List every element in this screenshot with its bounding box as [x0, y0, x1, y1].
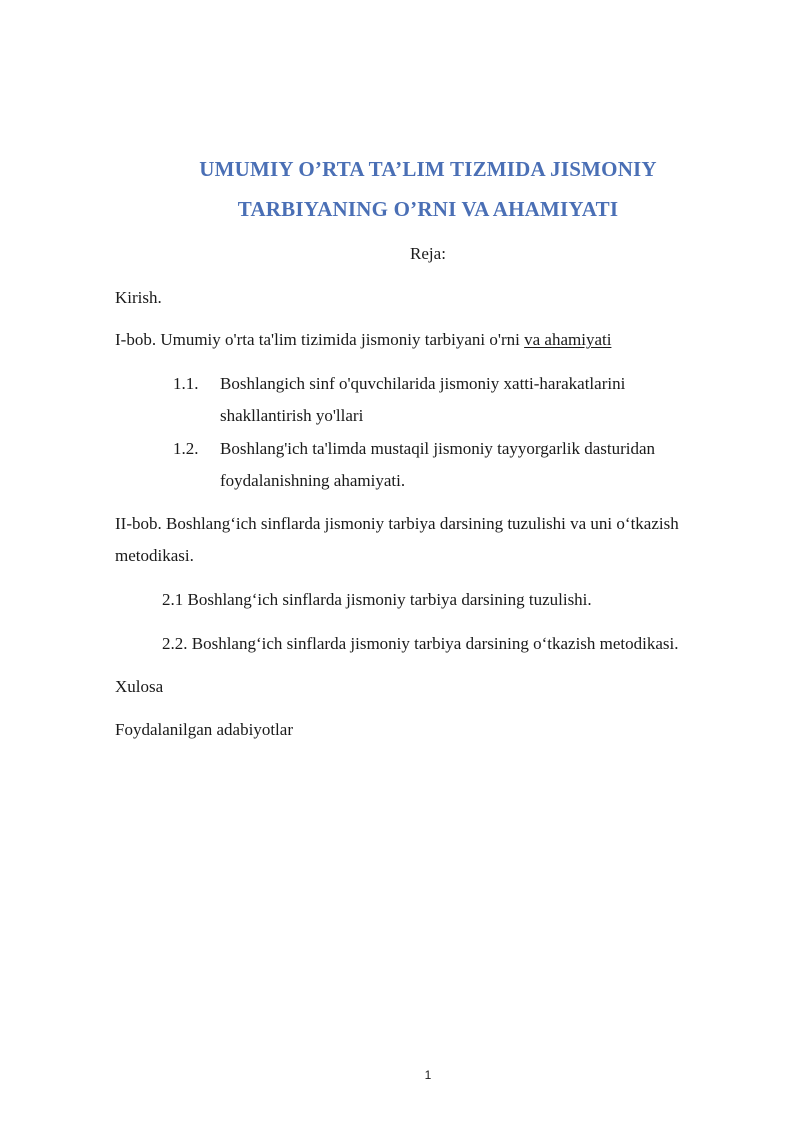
- chapter-1-heading: [115, 331, 611, 348]
- section-2-2: 2.2. Boshlang‘ich sinflarda jismoniy tarbiya darsining o‘tkazish metodikasi.: [162, 634, 679, 653]
- chapter-1-heading-underlined: va ahamiyati: [524, 330, 612, 349]
- chapter-2-heading-line-2: metodikasi.: [115, 546, 194, 565]
- intro-item: Kirish.: [115, 288, 162, 307]
- section-1-2-number: 1.2.: [173, 439, 199, 458]
- section-1-1-number: 1.1.: [173, 374, 199, 393]
- section-1-1-line-2: shakllantirish yo'llari: [220, 406, 364, 425]
- section-1-2-line-2: foydalanishning ahamiyati.: [220, 471, 406, 490]
- references-item: Foydalanilgan adabiyotlar: [115, 720, 293, 739]
- chapter-2-heading-line-1: II-bob. Boshlang‘ich sinflarda jismoniy tarbiya darsining tuzulishi va uni o‘tkazish: [115, 514, 679, 533]
- document-title-line-1: UMUMIY O’RTA TA’LIM TIZMIDA JISMONIY: [199, 157, 657, 181]
- section-2-1: 2.1 Boshlang‘ich sinflarda jismoniy tarbiya darsining tuzulishi.: [162, 590, 592, 609]
- section-1-2-line-1: Boshlang'ich ta'limda mustaqil jismoniy tayyorgarlik dasturidan: [220, 439, 656, 458]
- document-title-line-2: TARBIYANING O’RNI VA AHAMIYATI: [237, 197, 619, 221]
- conclusion-item: Xulosa: [115, 677, 164, 696]
- section-1-1-line-1: Boshlangich sinf o'quvchilarida jismoniy xatti-harakatlarini: [220, 374, 626, 393]
- chapter-1-heading-text: I-bob. Umumiy o'rta ta'lim tizimida jismoniy tarbiyani o'rni: [115, 330, 525, 349]
- plan-label: Reja:: [410, 244, 446, 263]
- page-number: 1: [424, 1068, 432, 1082]
